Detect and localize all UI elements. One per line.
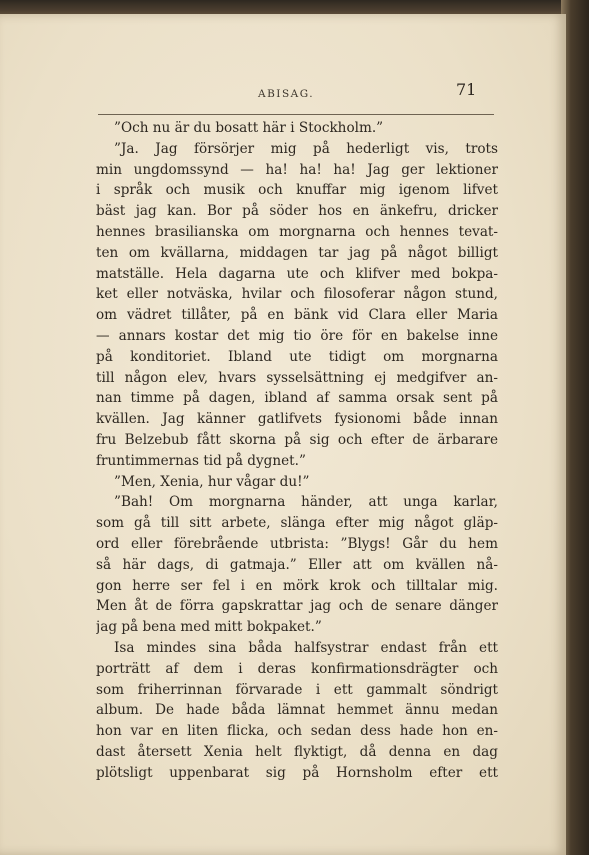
text-line: Men åt de förra gapskrattar jag och de senare dänger: [96, 598, 498, 615]
text-line: album. De hade båda lämnat hemmet ännu medan: [96, 702, 498, 719]
text-line: dast återsett Xenia helt flyktigt, då denna en dag: [96, 743, 498, 760]
text-line: kvällen. Jag känner gatlifvets fysionomi både innan: [96, 411, 498, 428]
text-line: fruntimmernas tid på dygnet.”: [96, 452, 306, 469]
text-line: som friherrinnan förvarade i ett gammalt söndrigt: [96, 681, 498, 698]
text-line: på konditoriet. Ibland ute tidigt om morgnarna: [96, 348, 498, 365]
text-line: ”Bah! Om morgnarna händer, att unga karlar,: [114, 494, 498, 511]
text-line: plötsligt uppenbarat sig på Hornsholm efter ett: [96, 764, 498, 781]
text-line: ord eller förebrående utbrista: ”Blygs! Går du hem: [96, 535, 498, 552]
page-number: 71: [456, 80, 477, 99]
text-line: ket eller notväska, hvilar och filosoferar någon stund,: [96, 286, 498, 303]
running-head: [0, 80, 566, 104]
header-rule: [98, 114, 494, 115]
text-line: min ungdomssynd — ha! ha! ha! Jag ger lektioner: [96, 161, 498, 178]
text-line: Isa mindes sina båda halfsystrar endast från ett: [114, 639, 498, 656]
text-line: fru Belzebub fått skorna på sig och efter de ärbarare: [96, 431, 498, 448]
text-line: — annars kostar det mig tio öre för en bakelse inne: [96, 327, 498, 344]
text-line: ”Och nu är du bosatt här i Stockholm.”: [114, 120, 384, 136]
text-line: gon herre ser fel i en mörk krok och tilltalar mig.: [96, 577, 498, 594]
text-line: hon var en liten flicka, och sedan dess hade hon en-: [96, 723, 498, 740]
text-line: till någon elev, hvars sysselsättning ej medgifver an-: [96, 369, 498, 386]
text-line: bäst jag kan. Bor på söder hos en änkefru, dricker: [96, 203, 498, 220]
text-line: hennes brasilianska om morgnarna och hennes tevat-: [96, 223, 498, 240]
text-line: matställe. Hela dagarna ute och klifver med bokpa-: [96, 265, 498, 282]
text-line: nan timme på dagen, ibland af samma orsak sent på: [96, 390, 498, 407]
text-line: jag på bena med mitt bokpaket.”: [96, 619, 322, 636]
running-title: ABISAG.: [258, 88, 315, 100]
text-line: i språk och musik och knuffar mig igenom lifvet: [96, 182, 498, 199]
text-line: om vädret tillåter, på en bänk vid Clara eller Maria: [96, 307, 498, 324]
text-line: så här dags, di gatmaja.” Eller att om kvällen nå-: [96, 556, 498, 573]
text-line: ten om kvällarna, middagen tar jag på något billigt: [96, 244, 498, 261]
text-line: ”Ja. Jag försörjer mig på hederligt vis, trots: [114, 140, 498, 157]
book-page: [0, 14, 566, 855]
text-line: porträtt af dem i deras konfirmationsdrägter och: [96, 660, 498, 677]
body-text: [96, 118, 498, 784]
text-line: ”Men, Xenia, hur vågar du!”: [114, 473, 310, 490]
text-line: som gå till sitt arbete, slänga efter mig något gläp-: [96, 515, 498, 532]
